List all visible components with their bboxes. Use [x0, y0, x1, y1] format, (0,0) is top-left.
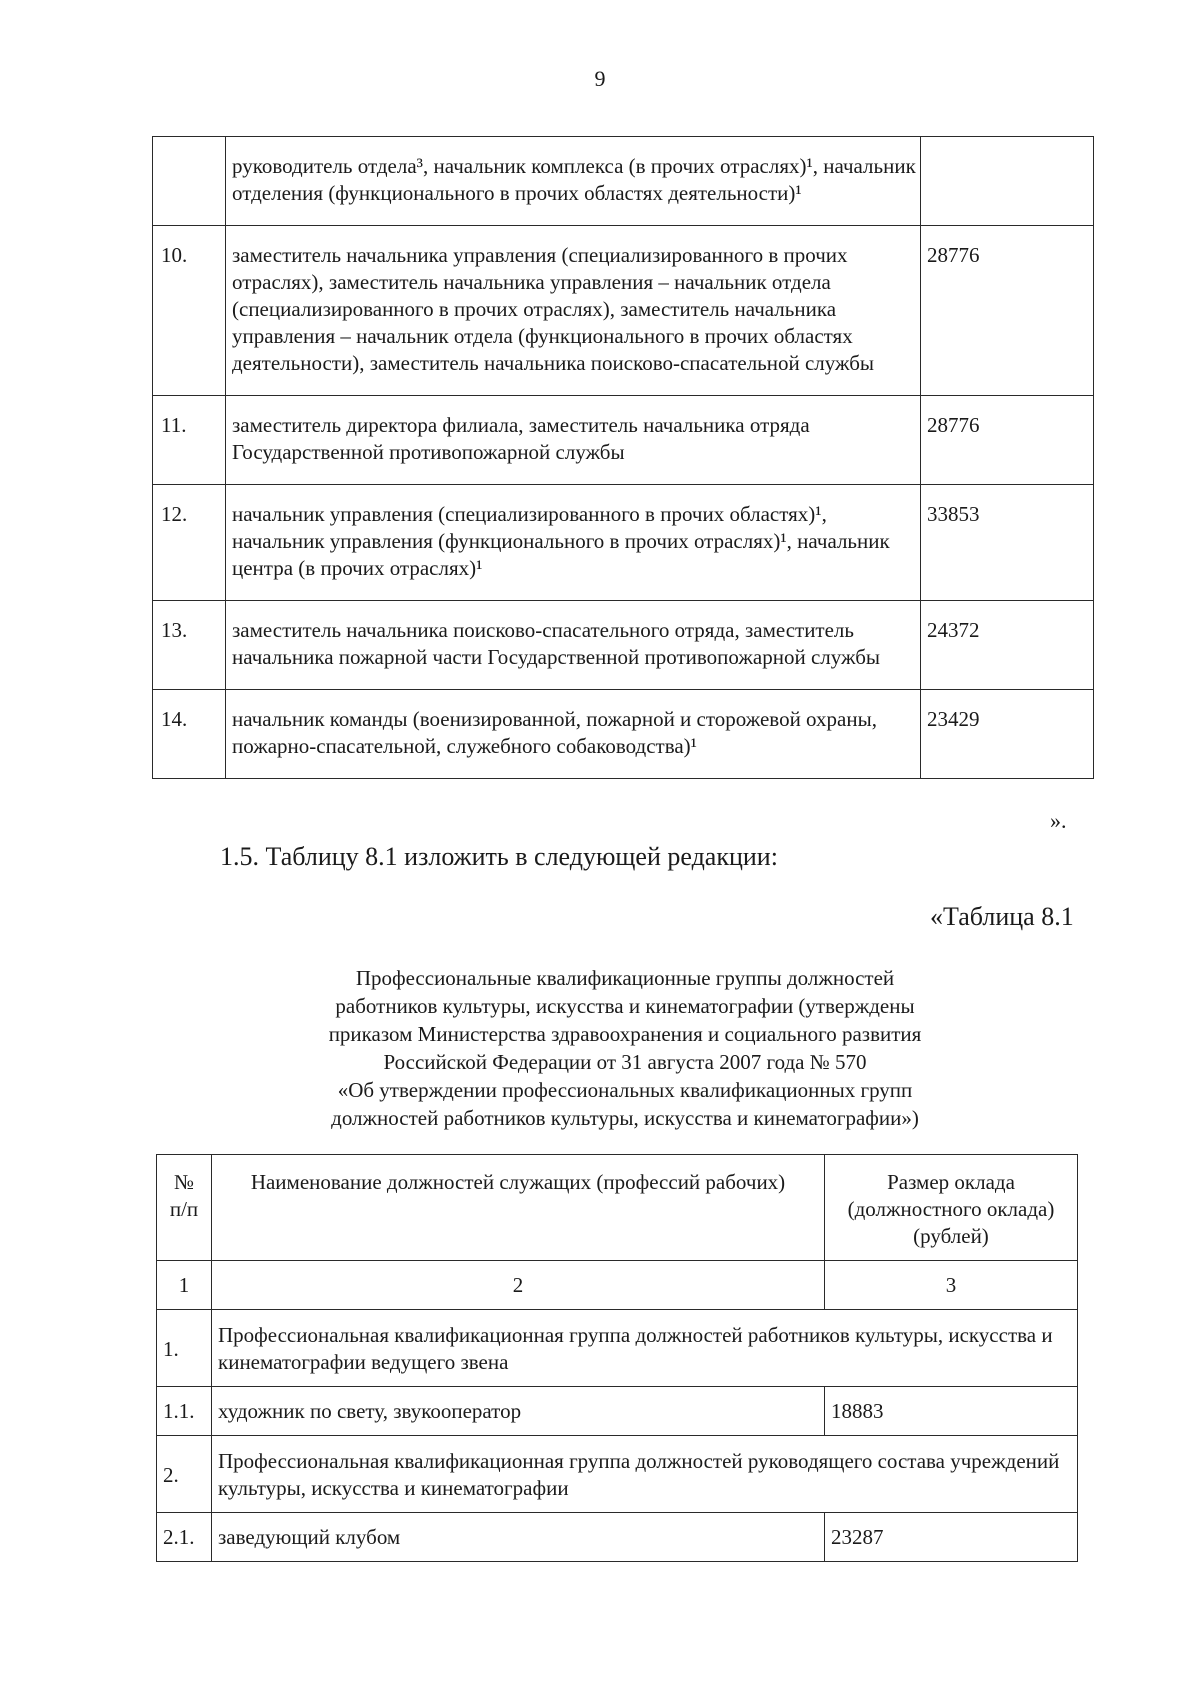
header-row — [157, 1155, 1078, 1261]
row-number — [153, 137, 226, 226]
position-name: заведующий клубом — [212, 1513, 825, 1562]
salary-value: 28776 — [921, 226, 1094, 396]
position-name: заместитель начальника поисково-спасательного отряда, заместитель начальника пожарной части Государственной противопожарной службы — [226, 601, 921, 690]
group-name: Профессиональная квалификационная группа должностей руководящего состава учреждений культуры, искусства и кинематографии — [212, 1436, 1078, 1513]
row-number: 1.1. — [157, 1387, 212, 1436]
column-index-row — [157, 1261, 1078, 1310]
table-row — [157, 1387, 1078, 1436]
group-row — [157, 1310, 1078, 1387]
salary-table-continued — [152, 136, 1094, 779]
position-name: художник по свету, звукооператор — [212, 1387, 825, 1436]
salary-value: 28776 — [921, 396, 1094, 485]
salary-value: 18883 — [825, 1387, 1078, 1436]
row-number: 11. — [153, 396, 226, 485]
header-position: Наименование должностей служащих (профессий рабочих) — [212, 1155, 825, 1261]
salary-value — [921, 137, 1094, 226]
table-title-line: Российской Федерации от 31 августа 2007 года № 570 — [383, 1050, 867, 1074]
table-row — [153, 137, 1094, 226]
position-name: начальник управления (специализированного в прочих областях)¹, начальник управления (функционального в прочих отраслях)¹, начальник центра (в прочих отраслях)¹ — [226, 485, 921, 601]
column-index: 2 — [212, 1261, 825, 1310]
header-salary: Размер оклада (должностного оклада) (рублей) — [825, 1155, 1078, 1261]
table-label: «Таблица 8.1 — [930, 902, 1074, 931]
group-number: 1. — [157, 1310, 212, 1387]
table-8-1 — [156, 1154, 1078, 1562]
table-title — [230, 964, 1020, 1132]
header-number: № п/п — [157, 1155, 212, 1261]
salary-value: 24372 — [921, 601, 1094, 690]
position-name: начальник команды (военизированной, пожарной и сторожевой охраны, пожарно-спасательной, служебного собаководства)¹ — [226, 690, 921, 779]
row-number: 14. — [153, 690, 226, 779]
table-row — [153, 396, 1094, 485]
table-row — [153, 226, 1094, 396]
group-number: 2. — [157, 1436, 212, 1513]
salary-value: 33853 — [921, 485, 1094, 601]
table-row — [157, 1513, 1078, 1562]
position-name: заместитель директора филиала, заместитель начальника отряда Государственной противопожарной службы — [226, 396, 921, 485]
column-index: 3 — [825, 1261, 1078, 1310]
row-number: 2.1. — [157, 1513, 212, 1562]
row-number: 10. — [153, 226, 226, 396]
table-row — [153, 601, 1094, 690]
salary-value: 23429 — [921, 690, 1094, 779]
page-number: 9 — [594, 66, 606, 91]
table-title-line: Профессиональные квалификационные группы должностей — [355, 966, 895, 990]
position-name: руководитель отдела³, начальник комплекса (в прочих отраслях)¹, начальник отделения (функционального в прочих областях деятельности)¹ — [226, 137, 921, 226]
group-row — [157, 1436, 1078, 1513]
table-title-line: «Об утверждении профессиональных квалификационных групп — [337, 1078, 913, 1102]
row-number: 13. — [153, 601, 226, 690]
salary-value: 23287 — [825, 1513, 1078, 1562]
table-title-line: приказом Министерства здравоохранения и социального развития — [328, 1022, 922, 1046]
table-title-line: должностей работников культуры, искусства и кинематографии») — [331, 1106, 919, 1130]
table-row — [153, 485, 1094, 601]
group-name: Профессиональная квалификационная группа должностей работников культуры, искусства и кинематографии ведущего звена — [212, 1310, 1078, 1387]
table-title-line: работников культуры, искусства и кинематографии (утверждены — [335, 994, 915, 1018]
amendment-instruction: 1.5. Таблицу 8.1 изложить в следующей редакции: — [220, 842, 778, 871]
table-row — [153, 690, 1094, 779]
row-number: 12. — [153, 485, 226, 601]
column-index: 1 — [157, 1261, 212, 1310]
closing-quote: ». — [1050, 808, 1067, 833]
position-name: заместитель начальника управления (специализированного в прочих отраслях), заместитель начальника управления – начальник отдела (специализированного в прочих отраслях), заместитель начальника управления – начальник отдела (функционального в прочих областях деятельности), заместитель начальника поисково-спасательной службы — [226, 226, 921, 396]
